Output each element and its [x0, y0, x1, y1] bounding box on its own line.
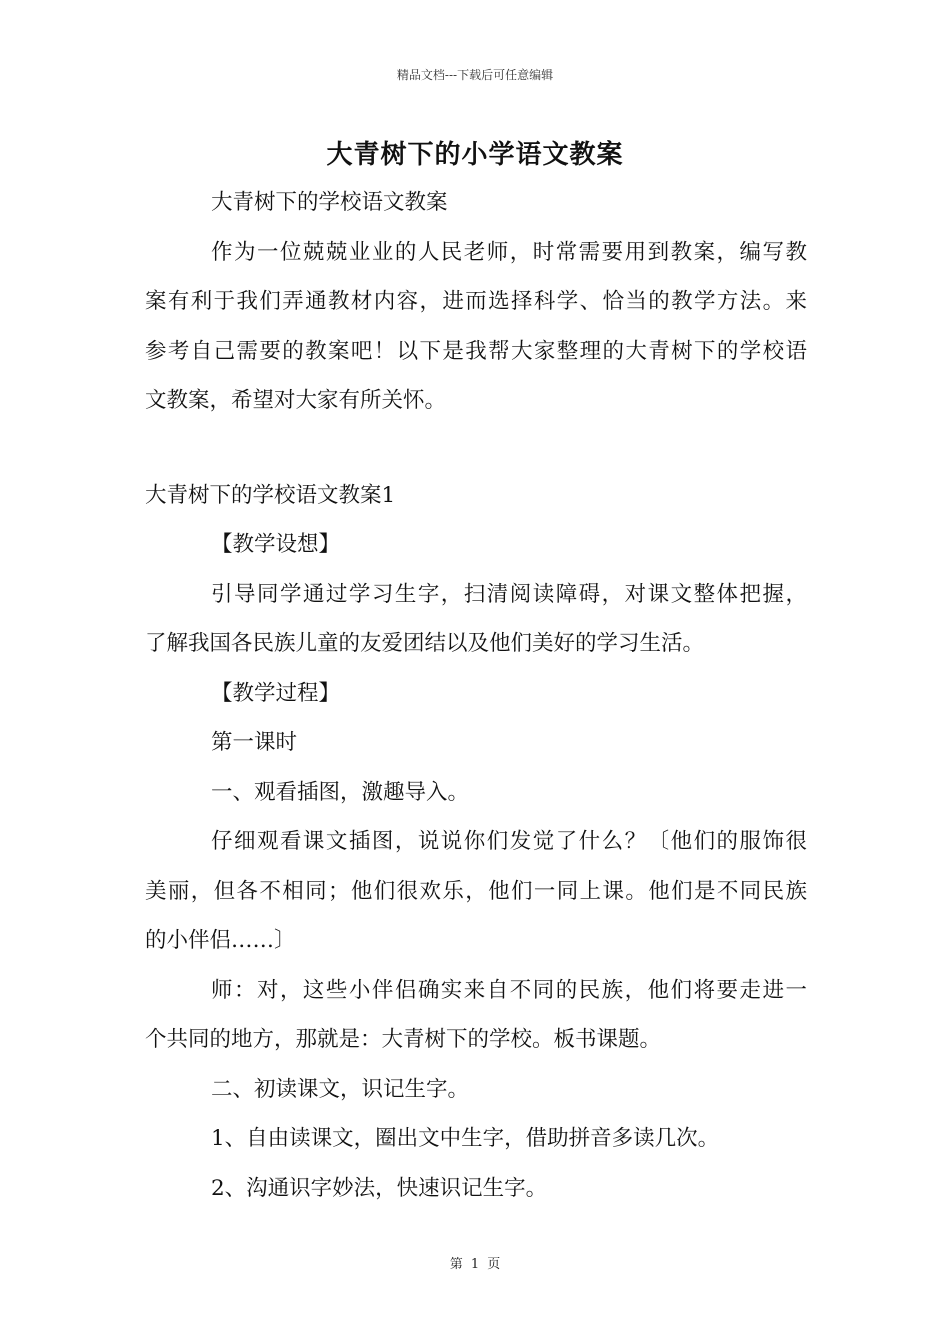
design-heading: 【教学设想】: [211, 532, 341, 557]
page-header-note: 精品文档---下载后可任意编辑: [396, 68, 554, 82]
step-two-heading: 二、初读课文，识记生字。: [211, 1076, 470, 1102]
paragraph-spacer: [145, 426, 807, 471]
paragraph-line: 师：对，这些小伴侣确实来自不同的民族，他们将要走进一: [211, 977, 807, 1003]
paragraph-line: 文教案，希望对大家有所关怀。: [145, 388, 447, 413]
lesson-label: 第一课时: [211, 730, 298, 755]
step-one-paragraph: [145, 817, 807, 966]
process-heading: 【教学过程】: [211, 680, 341, 706]
document-body: [145, 178, 807, 1213]
intro-paragraph: [145, 228, 807, 426]
paragraph-line: 的小伴侣……〕: [145, 928, 296, 953]
paragraph-line: 作为一位兢兢业业的人民老师，时常需要用到教案，编写教: [211, 239, 807, 265]
list-item: 2、沟通识字妙法，快速识记生字。: [211, 1175, 548, 1201]
paragraph-line: 引导同学通过学习生字，扫清阅读障碍，对课文整体把握，: [211, 581, 807, 607]
section-heading: 大青树下的学校语文教案1: [145, 482, 396, 508]
paragraph-line: 参考自己需要的教案吧！以下是我帮大家整理的大青树下的学校语: [145, 338, 807, 364]
paragraph-line: 案有利于我们弄通教材内容，进而选择科学、恰当的教学方法。来: [145, 289, 807, 314]
teacher-paragraph: [145, 966, 807, 1065]
document-title: 大青树下的小学语文教案: [326, 140, 624, 170]
list-item: 1、自由读课文，圈出文中生字，借助拼音多读几次。: [211, 1126, 720, 1151]
paragraph-line: 仔细观看课文插图，说说你们发觉了什么？〔他们的服饰很: [211, 829, 807, 854]
paragraph-line: 美丽，但各不相同；他们很欢乐，他们一同上课。他们是不同民族: [145, 878, 807, 904]
page-number: 第 1 页: [449, 1257, 501, 1272]
document-subtitle: 大青树下的学校语文教案: [211, 190, 448, 215]
step-one-heading: 一、观看插图，激趣导入。: [211, 779, 470, 805]
design-paragraph: [145, 570, 807, 669]
paragraph-line: 了解我国各民族儿童的友爱团结以及他们美好的学习生活。: [145, 631, 705, 656]
paragraph-line: 个共同的地方，那就是：大青树下的学校。板书课题。: [145, 1027, 662, 1052]
